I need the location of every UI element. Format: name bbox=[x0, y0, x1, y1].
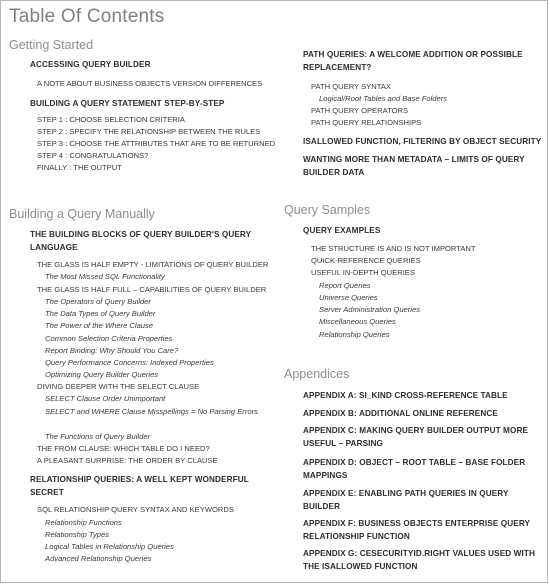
toc-entry[interactable]: QUICK-REFERENCE QUERIES bbox=[311, 256, 421, 265]
toc-entry[interactable]: The Data Types of Query Builder bbox=[45, 309, 156, 318]
toc-entry[interactable]: The Functions of Query Builder bbox=[45, 432, 151, 441]
toc-entry[interactable]: Miscellaneous Queries bbox=[319, 317, 396, 326]
toc-entry[interactable]: Logical Tables in Relationship Queries bbox=[45, 542, 174, 551]
toc-entry[interactable]: Relationship Queries bbox=[319, 330, 390, 339]
toc-entry[interactable]: Query Performance Concerns: Indexed Properties bbox=[45, 358, 214, 367]
section-heading-building-manually: Building a Query Manually bbox=[9, 207, 155, 221]
toc-entry[interactable]: A NOTE ABOUT BUSINESS OBJECTS VERSION DIFFERENCES bbox=[37, 79, 263, 88]
toc-entry[interactable]: Report Binding: Why Should You Care? bbox=[45, 346, 179, 355]
toc-entry[interactable]: THE BUILDING BLOCKS OF QUERY BUILDER'S QUERY LANGUAGE bbox=[30, 230, 252, 252]
section-heading-query-samples: Query Samples bbox=[284, 203, 371, 217]
toc-entry[interactable]: BUILDING A QUERY STATEMENT STEP-BY-STEP bbox=[30, 99, 225, 108]
toc-entry[interactable]: STEP 1 : CHOOSE SELECTION CRITERIA bbox=[37, 115, 185, 124]
toc-entry[interactable]: PATH QUERY RELATIONSHIPS bbox=[311, 118, 422, 127]
toc-entry[interactable]: APPENDIX A: SI_KIND CROSS-REFERENCE TABLE bbox=[303, 391, 508, 400]
toc-entry[interactable]: THE GLASS IS HALF FULL – CAPABILITIES OF QUERY BUILDER bbox=[37, 285, 267, 294]
toc-entry[interactable]: Relationship Types bbox=[45, 530, 110, 539]
toc-entry[interactable]: Universe Queries bbox=[319, 293, 378, 302]
toc-entry[interactable]: RELATIONSHIP QUERIES: A WELL KEPT WONDERFUL SECRET bbox=[30, 475, 249, 497]
toc-entry[interactable]: APPENDIX B: ADDITIONAL ONLINE REFERENCE bbox=[303, 409, 498, 418]
toc-entry[interactable]: ISALLOWED FUNCTION, FILTERING BY OBJECT SECURITY bbox=[303, 137, 542, 146]
toc-entry[interactable]: THE STRUCTURE IS AND IS NOT IMPORTANT bbox=[311, 244, 476, 253]
toc-entry[interactable]: Optimizing Query Builder Queries bbox=[45, 370, 159, 379]
toc-entry[interactable]: Common Selection Criteria Properties bbox=[45, 334, 173, 343]
toc-entry[interactable]: STEP 4 : CONGRATULATIONS? bbox=[37, 151, 149, 160]
toc-entry[interactable]: Relationship Functions bbox=[45, 518, 122, 527]
toc-entry[interactable]: Report Queries bbox=[319, 281, 371, 290]
toc-entry[interactable]: ACCESSING QUERY BUILDER bbox=[30, 60, 151, 69]
toc-entry[interactable]: FINALLY : THE OUTPUT bbox=[37, 163, 122, 172]
toc-entry[interactable]: PATH QUERY OPERATORS bbox=[311, 106, 409, 115]
page-title: Table Of Contents bbox=[9, 6, 165, 27]
toc-entry[interactable]: The Operators of Query Builder bbox=[45, 297, 151, 306]
section-heading-getting-started: Getting Started bbox=[9, 38, 94, 52]
toc-entry[interactable]: APPENDIX G: CESECURITYID.RIGHT VALUES USED WITH THE ISALLOWED FUNCTION bbox=[303, 549, 535, 571]
toc-entry[interactable]: Server Administration Queries bbox=[319, 305, 421, 314]
toc-entry[interactable]: Logical/Root Tables and Base Folders bbox=[319, 94, 448, 103]
toc-entry[interactable]: THE FROM CLAUSE: WHICH TABLE DO I NEED? bbox=[37, 444, 210, 453]
toc-entry[interactable]: The Power of the Where Clause bbox=[45, 321, 154, 330]
toc-entry[interactable]: SQL RELATIONSHIP QUERY SYNTAX AND KEYWORDS bbox=[37, 505, 234, 514]
toc-entry[interactable]: SELECT and WHERE Clause Misspellings = No Parsing Errors bbox=[45, 407, 258, 416]
toc-entry[interactable]: SELECT Clause Order Unimportant bbox=[45, 394, 166, 403]
toc-entry[interactable]: The Most Missed SQL Functionality bbox=[45, 272, 165, 281]
toc-entry[interactable]: APPENDIX C: MAKING QUERY BUILDER OUTPUT MORE USEFUL – PARSING bbox=[303, 426, 529, 448]
toc-entry[interactable]: STEP 2 : SPECIFY THE RELATIONSHIP BETWEEN THE RULES bbox=[37, 127, 261, 136]
toc-entry[interactable]: APPENDIX E: ENABLING PATH QUERIES IN QUERY BUILDER bbox=[303, 489, 509, 511]
toc-entry[interactable]: WANTING MORE THAN METADATA – LIMITS OF QUERY BUILDER DATA bbox=[303, 155, 525, 177]
toc-entry[interactable]: STEP 3 : CHOOSE THE ATTRIBUTES THAT ARE TO BE RETURNED bbox=[37, 139, 276, 148]
toc-entry[interactable]: QUERY EXAMPLES bbox=[303, 226, 381, 235]
toc-entry[interactable]: APPENDIX D: OBJECT – ROOT TABLE – BASE FOLDER MAPPINGS bbox=[303, 458, 526, 480]
toc-entry[interactable]: APPENDIX F: BUSINESS OBJECTS ENTERPRISE QUERY RELATIONSHIP FUNCTION bbox=[303, 519, 530, 541]
toc-entry[interactable]: DIVING DEEPER WITH THE SELECT CLAUSE bbox=[37, 382, 200, 391]
toc-entry[interactable]: PATH QUERY SYNTAX bbox=[311, 82, 391, 91]
section-heading-appendices: Appendices bbox=[284, 367, 350, 381]
toc-entry[interactable]: USEFUL IN-DEPTH QUERIES bbox=[311, 268, 415, 277]
toc-entry[interactable]: PATH QUERIES: A WELCOME ADDITION OR POSSIBLE REPLACEMENT? bbox=[303, 50, 523, 72]
toc-entry[interactable]: THE GLASS IS HALF EMPTY - LIMITATIONS OF QUERY BUILDER bbox=[37, 260, 269, 269]
toc-entry[interactable]: Advanced Relationship Queries bbox=[45, 554, 152, 563]
toc-entry[interactable]: A PLEASANT SURPRISE: THE ORDER BY CLAUSE bbox=[37, 456, 218, 465]
